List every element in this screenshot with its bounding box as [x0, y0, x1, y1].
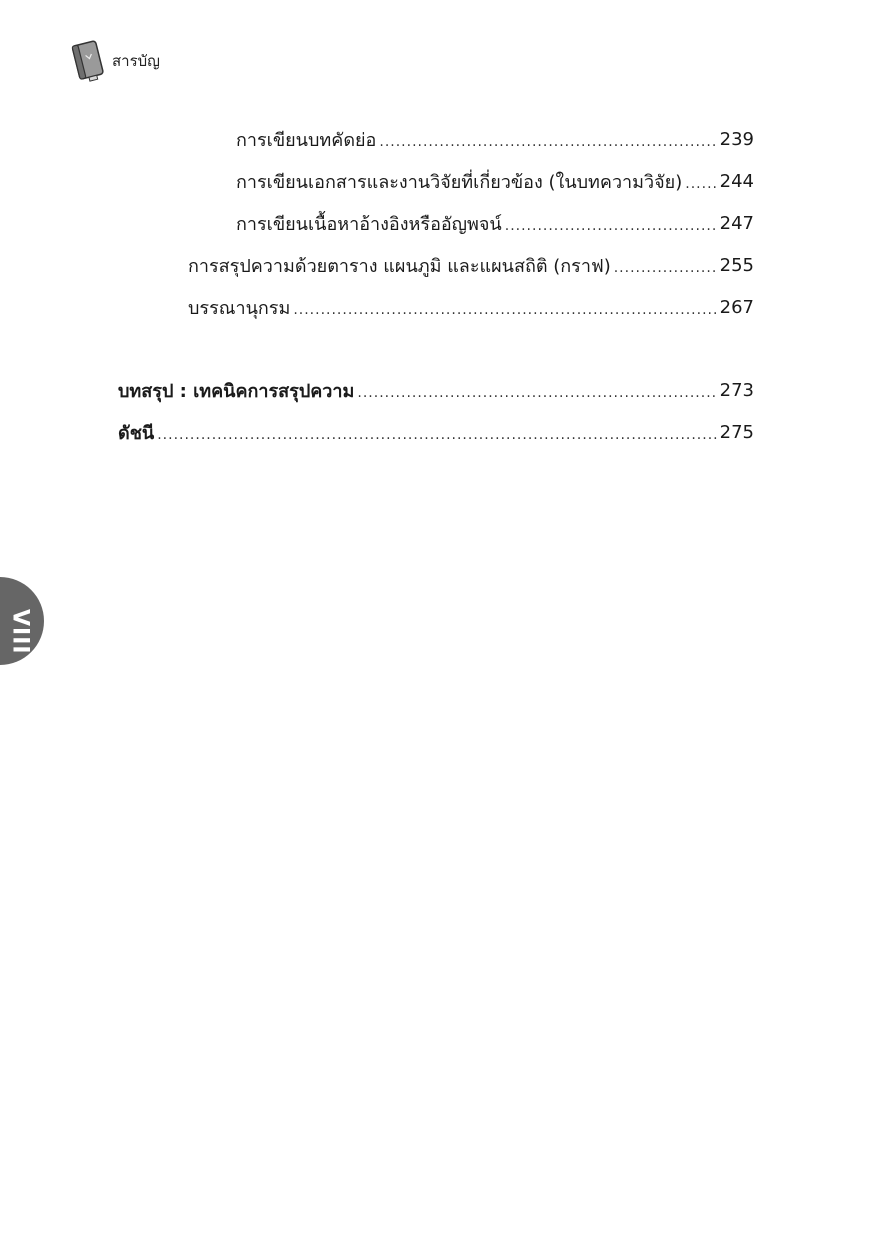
toc-entry-label: ดัชนี [118, 422, 155, 444]
toc-chapter-entry[interactable] [118, 369, 754, 411]
toc-entry[interactable] [118, 118, 754, 160]
toc-entry-label: การเขียนบทคัดย่อ [236, 129, 377, 151]
page-header [70, 38, 160, 84]
dot-leader [357, 385, 716, 401]
toc-entry-page: 273 [719, 379, 754, 401]
dot-leader [157, 427, 716, 443]
toc-entry-label: บทสรุป : เทคนิคการสรุปความ [118, 380, 355, 402]
toc-entry-page: 247 [719, 212, 754, 234]
toc-entry-page: 244 [719, 170, 754, 192]
book-icon [70, 38, 106, 84]
toc-entry[interactable] [118, 202, 754, 244]
page-number: VIII [7, 609, 33, 655]
toc-entry[interactable] [118, 160, 754, 202]
dot-leader [614, 260, 717, 276]
dot-leader [685, 176, 716, 192]
dot-leader [293, 302, 716, 318]
table-of-contents [118, 118, 754, 453]
toc-entry-label: การสรุปความด้วยตาราง แผนภูมิ และแผนสถิติ (กราฟ) [188, 255, 611, 277]
toc-entry[interactable] [118, 286, 754, 328]
toc-entry-label: การเขียนเนื้อหาอ้างอิงหรืออัญพจน์ [236, 213, 502, 235]
toc-entry-page: 275 [719, 421, 754, 443]
toc-chapter-entry[interactable] [118, 411, 754, 453]
toc-entry-label: การเขียนเอกสารและงานวิจัยที่เกี่ยวข้อง (ในบทความวิจัย) [236, 171, 683, 193]
header-title: สารบัญ [112, 52, 160, 70]
dot-leader [379, 134, 716, 150]
toc-entry[interactable] [118, 244, 754, 286]
dot-leader [505, 218, 717, 234]
toc-entry-label: บรรณานุกรม [188, 297, 291, 319]
toc-entry-page: 255 [719, 254, 754, 276]
toc-entry-page: 267 [719, 296, 754, 318]
toc-entry-page: 239 [719, 128, 754, 150]
